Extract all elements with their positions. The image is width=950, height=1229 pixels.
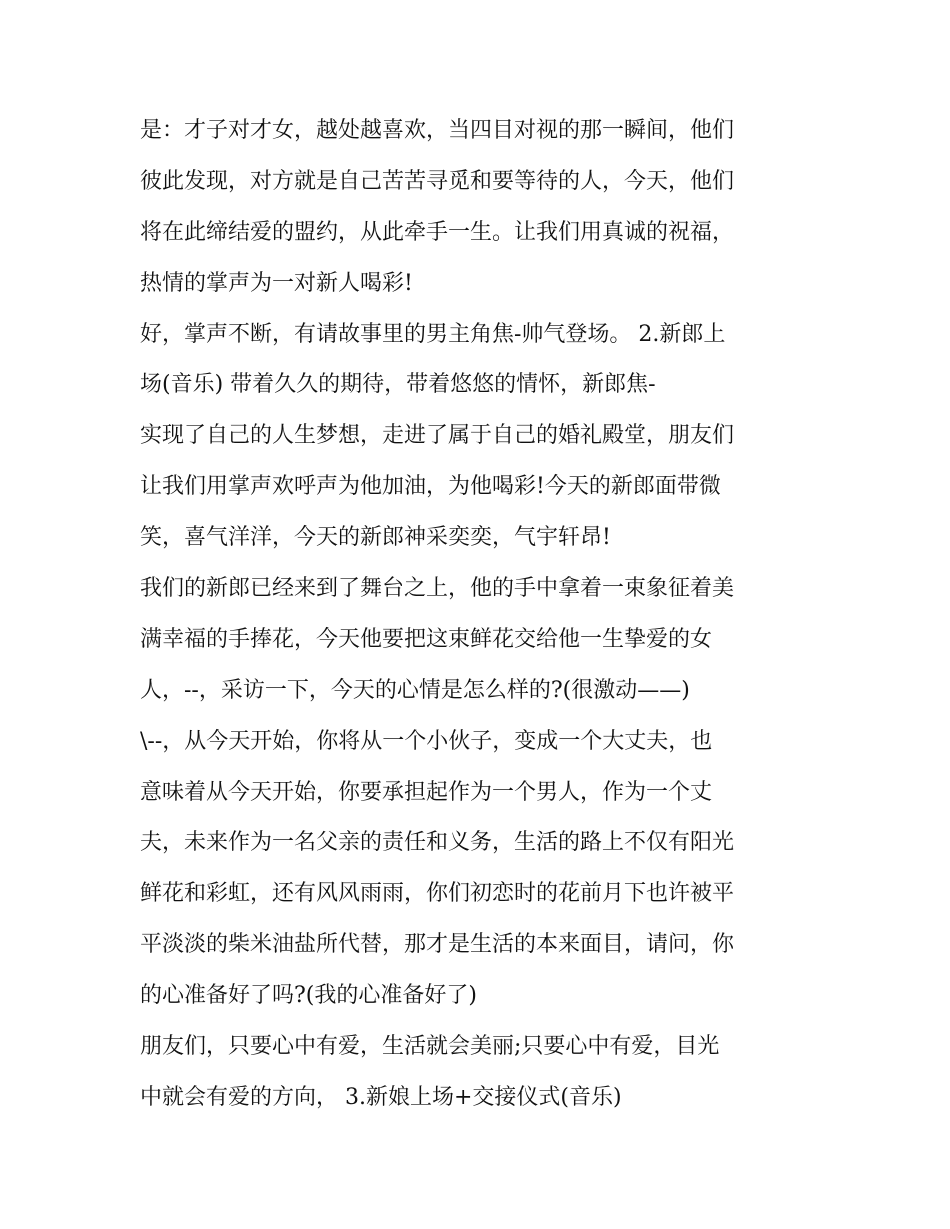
text-line: 的心准备好了吗?(我的心准备好了) [140, 983, 477, 1009]
text-line: \--，从今天开始，你将从一个小伙子，变成一个大丈夫，也 [140, 728, 713, 754]
text-line: 中就会有爱的方向， 3.新娘上场+交接仪式(音乐) [140, 1084, 622, 1110]
text-line: 是：才子对才女，越处越喜欢，当四目对视的那一瞬间，他们 [140, 118, 735, 143]
text-line: 平淡淡的柴米油盐所代替，那才是生活的本来面目，请问，你 [140, 932, 735, 958]
text-line: 好，掌声不断，有请故事里的男主角焦-帅气登场。 2.新郎上 [140, 321, 726, 347]
text-line: 鲜花和彩虹，还有风风雨雨，你们初恋时的花前月下也许被平 [140, 881, 735, 907]
text-line: 意味着从今天开始，你要承担起作为一个男人，作为一个丈 [140, 779, 713, 805]
text-line: 我们的新郎已经来到了舞台之上，他的手中拿着一束象征着美 [140, 576, 735, 602]
text-line: 彼此发现，对方就是自己苦苦寻觅和要等待的人，今天，他们 [140, 168, 735, 194]
text-line: 满幸福的手捧花，今天他要把这束鲜花交给他一生挚爱的女 [140, 626, 713, 652]
text-line: 笑，喜气洋洋，今天的新郎神采奕奕，气宇轩昂! [140, 525, 611, 551]
text-line: 将在此缔结爱的盟约，从此牵手一生。让我们用真诚的祝福， [140, 219, 735, 245]
text-line: 热情的掌声为一对新人喝彩! [140, 270, 413, 296]
text-line: 人，--，采访一下，今天的心情是怎么样的?(很激动——) [140, 677, 690, 703]
text-line: 朋友们，只要心中有爱，生活就会美丽;只要心中有爱，目光 [140, 1034, 720, 1060]
text-line: 场(音乐) 带着久久的期待，带着悠悠的情怀，新郎焦- [140, 372, 656, 398]
text-line: 夫，未来作为一名父亲的责任和义务，生活的路上不仅有阳光 [140, 830, 735, 856]
text-line: 让我们用掌声欢呼声为他加油，为他喝彩!今天的新郎面带微 [140, 474, 721, 500]
text-line: 实现了自己的人生梦想，走进了属于自己的婚礼殿堂，朋友们 [140, 423, 735, 449]
body-text [140, 106, 820, 1124]
